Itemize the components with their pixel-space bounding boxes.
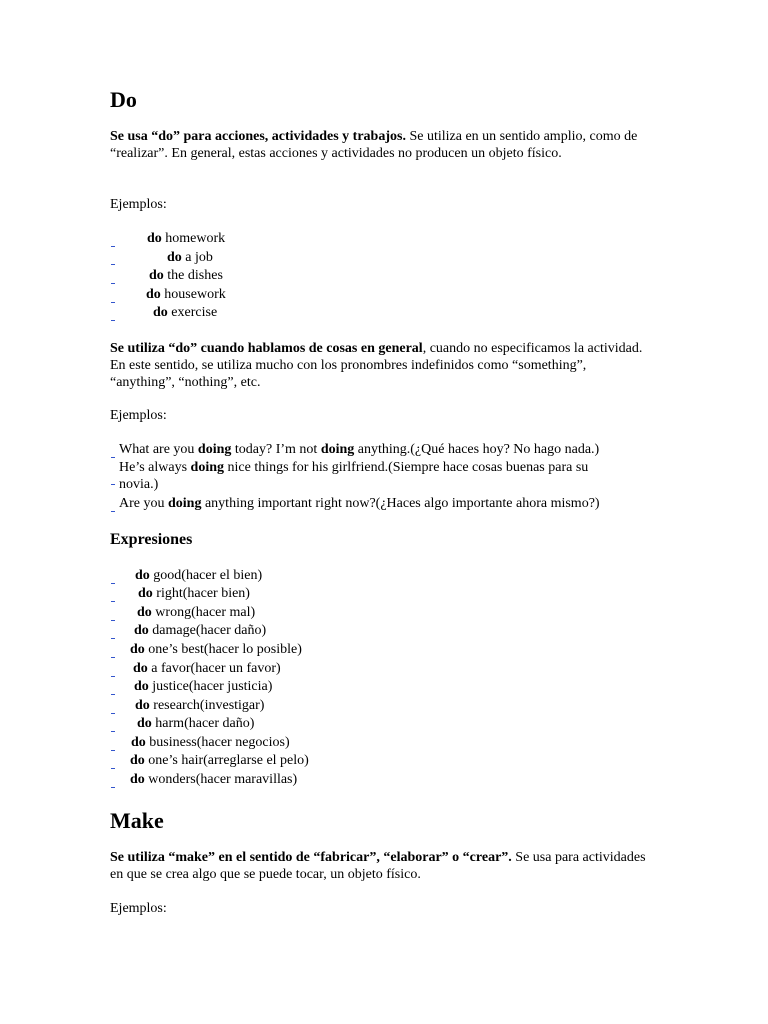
verb-do: do xyxy=(149,268,164,283)
list-bullet xyxy=(111,731,115,732)
verb-do: do xyxy=(138,586,153,601)
heading-make: Make xyxy=(110,808,164,833)
list-bullet xyxy=(111,583,115,584)
do-intro-bold: Se usa “do” para acciones, actividades y trabajos. xyxy=(110,129,406,144)
list-item xyxy=(167,249,213,266)
list-item xyxy=(137,604,255,621)
list-item xyxy=(135,697,264,714)
heading-expresiones: Expresiones xyxy=(110,531,193,548)
sentence-text: Are you xyxy=(119,496,168,511)
list-item xyxy=(134,678,272,695)
list-item xyxy=(153,304,217,321)
item-text: housework xyxy=(160,287,226,302)
verb-do: do xyxy=(131,735,146,750)
item-text: the dishes xyxy=(163,268,223,283)
list-bullet xyxy=(111,768,115,769)
list-item xyxy=(146,286,226,303)
verb-do: do xyxy=(130,772,145,787)
item-text: wonders(hacer maravillas) xyxy=(144,772,298,787)
list-bullet xyxy=(111,713,115,714)
list-bullet xyxy=(111,694,115,695)
make-intro-paragraph xyxy=(110,849,650,883)
verb-do: do xyxy=(134,679,149,694)
item-text: business(hacer negocios) xyxy=(145,735,290,750)
list-bullet xyxy=(111,638,115,639)
item-text: a favor(hacer un favor) xyxy=(147,661,281,676)
sentence-continuation: novia.) xyxy=(119,477,159,492)
list-bullet xyxy=(111,302,115,303)
item-text: justice(hacer justicia) xyxy=(148,679,273,694)
list-item xyxy=(130,771,297,788)
sentence-item xyxy=(119,441,599,458)
make-intro-bold: Se utiliza “make” en el sentido de “fabricar”, “elaborar” o “crear”. xyxy=(110,850,512,865)
list-item xyxy=(130,641,302,658)
list-item xyxy=(147,230,225,247)
verb-doing: doing xyxy=(190,460,225,475)
verb-doing: doing xyxy=(320,442,355,457)
list-item xyxy=(137,715,254,732)
list-item xyxy=(138,585,250,602)
item-text: wrong(hacer mal) xyxy=(151,605,256,620)
do-intro-text: Se utiliza en un sentido amplio, como de “realizar”. En general, estas acciones y actividades no producen un objeto físico. xyxy=(110,129,638,161)
verb-do: do xyxy=(137,716,152,731)
verb-do: do xyxy=(130,642,145,657)
item-text: one’s hair(arreglarse el pelo) xyxy=(144,753,309,768)
list-bullet xyxy=(111,787,115,788)
item-text: good(hacer el bien) xyxy=(149,568,263,583)
sentence-text: What are you xyxy=(119,442,198,457)
verb-do: do xyxy=(146,287,161,302)
verb-do: do xyxy=(130,753,145,768)
item-text: damage(hacer daño) xyxy=(148,623,267,638)
item-text: harm(hacer daño) xyxy=(151,716,255,731)
list-bullet xyxy=(111,484,115,485)
verb-do: do xyxy=(147,231,162,246)
examples-label-1: Ejemplos: xyxy=(110,197,167,212)
list-bullet xyxy=(111,457,115,458)
sentence-item xyxy=(119,459,588,476)
make-intro-text: Se usa para actividades en que se crea algo que se puede tocar, un objeto físico. xyxy=(110,850,646,882)
list-item xyxy=(133,660,281,677)
verb-do: do xyxy=(135,698,150,713)
do-general-paragraph xyxy=(110,340,650,391)
list-bullet xyxy=(111,320,115,321)
verb-doing: doing xyxy=(168,496,202,511)
item-text: exercise xyxy=(167,305,218,320)
do-intro-paragraph xyxy=(110,128,650,162)
verb-do: do xyxy=(167,250,182,265)
list-item xyxy=(135,567,262,584)
sentence-text: today? I’m not xyxy=(231,442,321,457)
do-general-text: , cuando no especificamos la actividad. En este sentido, se utiliza mucho con los pronombres indefinidos como “something”, “anything”, “nothing”, etc. xyxy=(110,341,643,390)
item-text: one’s best(hacer lo posible) xyxy=(144,642,302,657)
list-item xyxy=(149,267,223,284)
list-bullet xyxy=(111,511,115,512)
list-bullet xyxy=(111,620,115,621)
sentence-item xyxy=(119,495,600,512)
list-bullet xyxy=(111,246,115,247)
item-text: right(hacer bien) xyxy=(152,586,250,601)
sentence-text: anything.(¿Qué haces hoy? No hago nada.) xyxy=(354,442,600,457)
heading-do: Do xyxy=(110,87,137,112)
item-text: a job xyxy=(181,250,213,265)
sentence-text: anything important right now?(¿Haces algo importante ahora mismo?) xyxy=(201,496,600,511)
verb-do: do xyxy=(153,305,168,320)
list-bullet xyxy=(111,750,115,751)
verb-do: do xyxy=(135,568,150,583)
do-general-bold: Se utiliza “do” cuando hablamos de cosas en general xyxy=(110,341,423,356)
sentence-text: nice things for his girlfriend.(Siempre hace cosas buenas para su xyxy=(224,460,589,475)
list-bullet xyxy=(111,264,115,265)
list-item xyxy=(130,752,309,769)
list-bullet xyxy=(111,657,115,658)
make-examples-label: Ejemplos: xyxy=(110,901,167,916)
item-text: research(investigar) xyxy=(149,698,265,713)
verb-do: do xyxy=(133,661,148,676)
list-item xyxy=(134,622,266,639)
verb-do: do xyxy=(134,623,149,638)
list-item xyxy=(131,734,290,751)
verb-doing: doing xyxy=(197,442,232,457)
verb-do: do xyxy=(137,605,152,620)
sentence-text: He’s always xyxy=(119,460,191,475)
list-bullet xyxy=(111,283,115,284)
examples-label-2: Ejemplos: xyxy=(110,408,167,423)
list-bullet xyxy=(111,676,115,677)
item-text: homework xyxy=(161,231,226,246)
list-bullet xyxy=(111,601,115,602)
